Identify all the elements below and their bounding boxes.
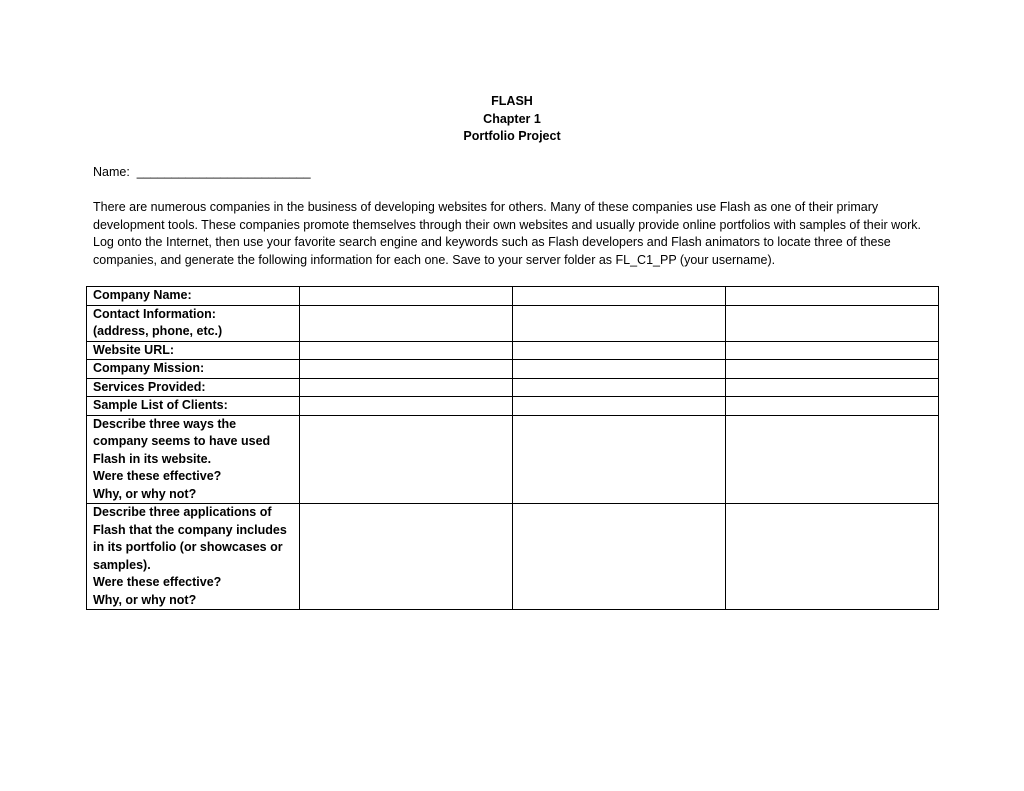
company-1-cell[interactable] [300,341,513,360]
row-label: Company Mission: [87,360,300,379]
company-3-cell[interactable] [726,287,939,306]
row-label: Describe three applications of Flash that the company includes in its portfolio (or showcases or samples). Were these effective? Why, or why not? [87,504,300,610]
table-row [87,305,939,341]
row-label: Contact Information: (address, phone, etc.) [87,305,300,341]
company-3-cell[interactable] [726,397,939,416]
company-2-cell[interactable] [513,305,726,341]
table-row [87,341,939,360]
company-1-cell[interactable] [300,360,513,379]
row-label: Services Provided: [87,378,300,397]
row-label: Sample List of Clients: [87,397,300,416]
instructions-paragraph: There are numerous companies in the business of developing websites for others. Many of these companies use Flash as one of their primary development tools. These companies promote themselves through their own websites and usually provide online portfolios with samples of their work. Log onto the Internet, then use your favorite search engine and keywords such as Flash developers and Flash animators to locate three of these companies, and generate the following information for each one. Save to your server folder as FL_C1_PP (your username). [93,200,921,267]
row-label: Describe three ways the company seems to have used Flash in its website. Were these effective? Why, or why not? [87,415,300,504]
company-2-cell[interactable] [513,504,726,610]
company-3-cell[interactable] [726,378,939,397]
table-row [87,287,939,306]
table-row [87,415,939,504]
company-2-cell[interactable] [513,378,726,397]
table-row [87,360,939,379]
title-line-chapter: Chapter 1 [483,111,541,126]
company-2-cell[interactable] [513,360,726,379]
company-3-cell[interactable] [726,415,939,504]
table-row [87,378,939,397]
company-3-cell[interactable] [726,360,939,379]
company-2-cell[interactable] [513,341,726,360]
title-line-flash: FLASH [491,94,533,108]
title-line-project: Portfolio Project [463,129,561,143]
table-row [87,397,939,416]
company-1-cell[interactable] [300,397,513,416]
name-field: Name: _________________________ [93,165,311,179]
row-label: Website URL: [87,341,300,360]
row-label: Company Name: [87,287,300,306]
company-3-cell[interactable] [726,504,939,610]
company-2-cell[interactable] [513,287,726,306]
company-3-cell[interactable] [726,341,939,360]
company-2-cell[interactable] [513,415,726,504]
table-row [87,504,939,610]
company-1-cell[interactable] [300,287,513,306]
company-1-cell[interactable] [300,305,513,341]
company-1-cell[interactable] [300,415,513,504]
company-1-cell[interactable] [300,504,513,610]
company-2-cell[interactable] [513,397,726,416]
company-1-cell[interactable] [300,378,513,397]
portfolio-table [86,286,939,610]
document-title [0,93,1024,146]
company-3-cell[interactable] [726,305,939,341]
